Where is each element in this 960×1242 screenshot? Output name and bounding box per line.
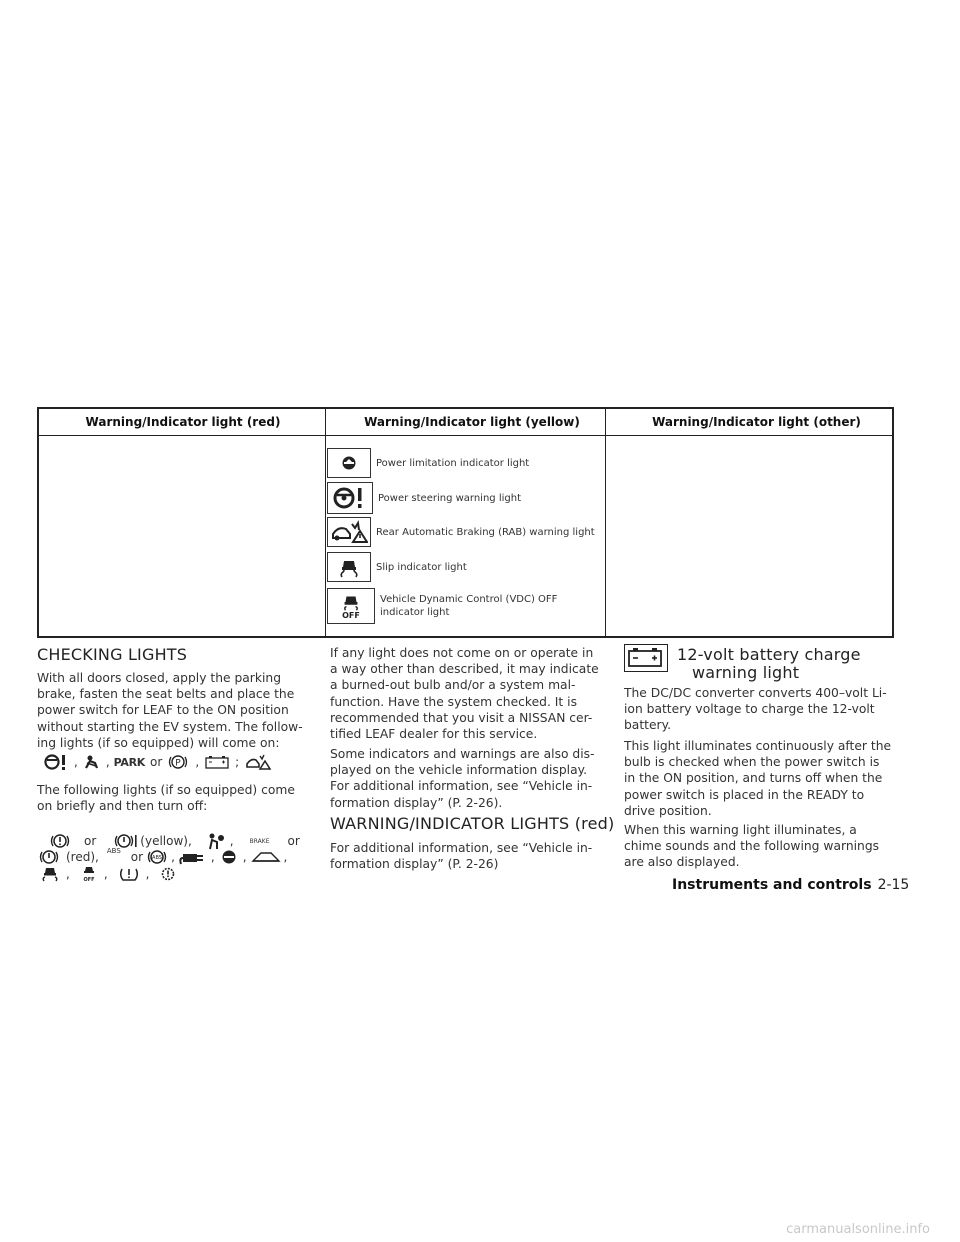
separator: ,: [145, 867, 150, 881]
battery-warning-heading-line2: warning light: [692, 663, 800, 682]
text-line: bulb is checked when the power switch is: [624, 755, 880, 770]
page-number: 2-15: [877, 877, 910, 893]
text-line: power switch for LEAF to the ON position: [37, 703, 289, 718]
text-line: brake, fasten the seat belts and place the: [37, 687, 295, 702]
illumination-paragraph: [624, 738, 896, 819]
off-text: OFF: [83, 877, 95, 883]
icon-list-line: [38, 848, 287, 866]
light-check-paragraph: [330, 645, 602, 742]
separator: ,: [283, 850, 288, 864]
column-divider: [605, 409, 606, 636]
text-line: a way other than described, it may indicate: [330, 662, 599, 677]
power-steering-icon: [327, 482, 373, 514]
header-yellow: Warning/Indicator light (yellow): [364, 415, 580, 429]
text-line: This light illuminates continuously after the: [624, 739, 892, 753]
separator: or: [150, 755, 163, 769]
separator: ,: [74, 755, 78, 769]
warning-lights-paragraph: [330, 840, 602, 872]
text-line: Some indicators and warnings are also dis-: [330, 747, 595, 761]
text-line: With all doors closed, apply the parking: [37, 671, 281, 685]
separator: ,: [210, 850, 215, 864]
power-limitation-icon: [219, 848, 239, 866]
rab-icon: [327, 517, 371, 547]
text-line: power switch is placed in the READY to: [624, 787, 865, 802]
vdc-off-icon: [327, 588, 375, 624]
checking-lights-paragraph: [37, 670, 307, 751]
separator: ;: [235, 755, 240, 769]
brake-red-icon: [38, 848, 60, 866]
table-row: [327, 448, 529, 478]
text-line: The DC/DC converter converts 400–volt Li-: [624, 686, 887, 700]
row-label-line: Vehicle Dynamic Control (VDC) OFF: [380, 594, 558, 605]
text-line: recommended that you visit a NISSAN cer-: [330, 710, 593, 725]
section-heading-checking-lights: CHECKING LIGHTS: [37, 645, 188, 664]
seatbelt-warning-icon: [82, 754, 102, 770]
table-row: [327, 517, 595, 547]
vehicle-info-paragraph: [330, 746, 602, 811]
text-line: on briefly and then turn off:: [37, 799, 208, 814]
battery-warning-heading-line1: 12-volt battery charge: [677, 645, 861, 664]
separator: ,: [103, 867, 108, 881]
text-line: function. Have the system checked. It is: [330, 694, 577, 709]
text-line: If any light does not come on or operate in: [330, 646, 594, 660]
text-line: chime sounds and the following warnings: [624, 839, 880, 854]
text-line: tified LEAF dealer for this service.: [330, 727, 538, 742]
power-limitation-icon: [327, 448, 371, 478]
abs-icon: [147, 848, 167, 866]
abs-text: ABS: [106, 847, 121, 855]
table-row: [327, 482, 521, 514]
separator: or: [130, 850, 144, 864]
red-text: (red),: [66, 850, 99, 864]
text-line: When this warning light illuminates, a: [624, 823, 857, 837]
page-footer: [672, 877, 909, 893]
charging-connector-icon: [179, 848, 207, 866]
vdc-off-icon: [80, 865, 98, 883]
text-line: played on the vehicle information display.: [330, 763, 588, 778]
dcdc-paragraph: [624, 685, 896, 734]
separator: ,: [105, 755, 110, 769]
row-label: Rear Automatic Braking (RAB) warning light: [376, 526, 595, 538]
gear-warning-icon: [159, 865, 177, 883]
section-name: Instruments and controls: [672, 877, 872, 893]
row-label: Power steering warning light: [378, 492, 521, 504]
battery-icon-box: [624, 644, 668, 672]
row-label: Slip indicator light: [376, 561, 467, 573]
watermark: carmanualsonline.info: [786, 1222, 930, 1237]
slip-icon: [40, 866, 60, 882]
separator: ,: [229, 834, 234, 848]
table-row: [327, 588, 557, 624]
table-header: [39, 409, 892, 436]
svg-text:ABS: ABS: [152, 855, 163, 861]
separator: or: [287, 834, 300, 848]
separator: or: [84, 834, 97, 848]
text-line: For additional information, see “Vehicle in-: [330, 779, 593, 794]
vdc-off-text: OFF: [342, 611, 360, 620]
table-row: [327, 552, 467, 582]
icon-list-line: [40, 865, 177, 883]
parking-p-icon: [167, 753, 189, 771]
separator: ,: [171, 850, 175, 864]
section-heading-warning-lights-red: WARNING/INDICATOR LIGHTS (red): [330, 814, 615, 833]
park-text: PARK: [113, 755, 146, 769]
battery-icon: [205, 755, 229, 769]
text-line: without starting the EV system. The follow-: [37, 719, 303, 734]
header-red: Warning/Indicator light (red): [85, 415, 281, 429]
text-line: For additional information, see “Vehicle in-: [330, 841, 593, 855]
following-lights-paragraph: [37, 782, 307, 814]
text-line: formation display” (P. 2-26).: [330, 795, 503, 810]
text-line: battery.: [624, 718, 672, 733]
row-label: [380, 593, 557, 619]
text-line: a burned-out bulb and/or a system mal-: [330, 678, 576, 693]
text-line: formation display” (P. 2-26): [330, 857, 499, 872]
separator: ,: [242, 850, 247, 864]
brake-text: BRAKE: [249, 837, 270, 845]
svg-text:P: P: [175, 758, 182, 769]
text-line: in the ON position, and turns off when the: [624, 771, 883, 786]
rab-icon: [245, 754, 271, 770]
chime-paragraph: [624, 822, 896, 871]
separator: ,: [66, 867, 70, 881]
text-line: drive position.: [624, 803, 712, 818]
power-steering-icon: [44, 753, 70, 771]
slip-icon: [327, 552, 371, 582]
icon-list-line: [44, 752, 271, 772]
text-line: The following lights (if so equipped) come: [37, 783, 295, 797]
yellow-text: (yellow),: [140, 834, 192, 848]
text-line: ion battery voltage to charge the 12-volt: [624, 702, 875, 717]
row-label: Power limitation indicator light: [376, 457, 530, 469]
master-warning-icon: [251, 849, 281, 865]
header-other: Warning/Indicator light (other): [652, 415, 861, 429]
text-line: ing lights (if so equipped) will come on:: [37, 735, 280, 750]
column-divider: [325, 409, 326, 636]
row-label-line: indicator light: [380, 607, 450, 618]
battery-icon: [625, 645, 665, 669]
tire-pressure-icon: [118, 865, 140, 883]
separator: ,: [195, 755, 200, 769]
text-line: are also displayed.: [624, 855, 740, 870]
